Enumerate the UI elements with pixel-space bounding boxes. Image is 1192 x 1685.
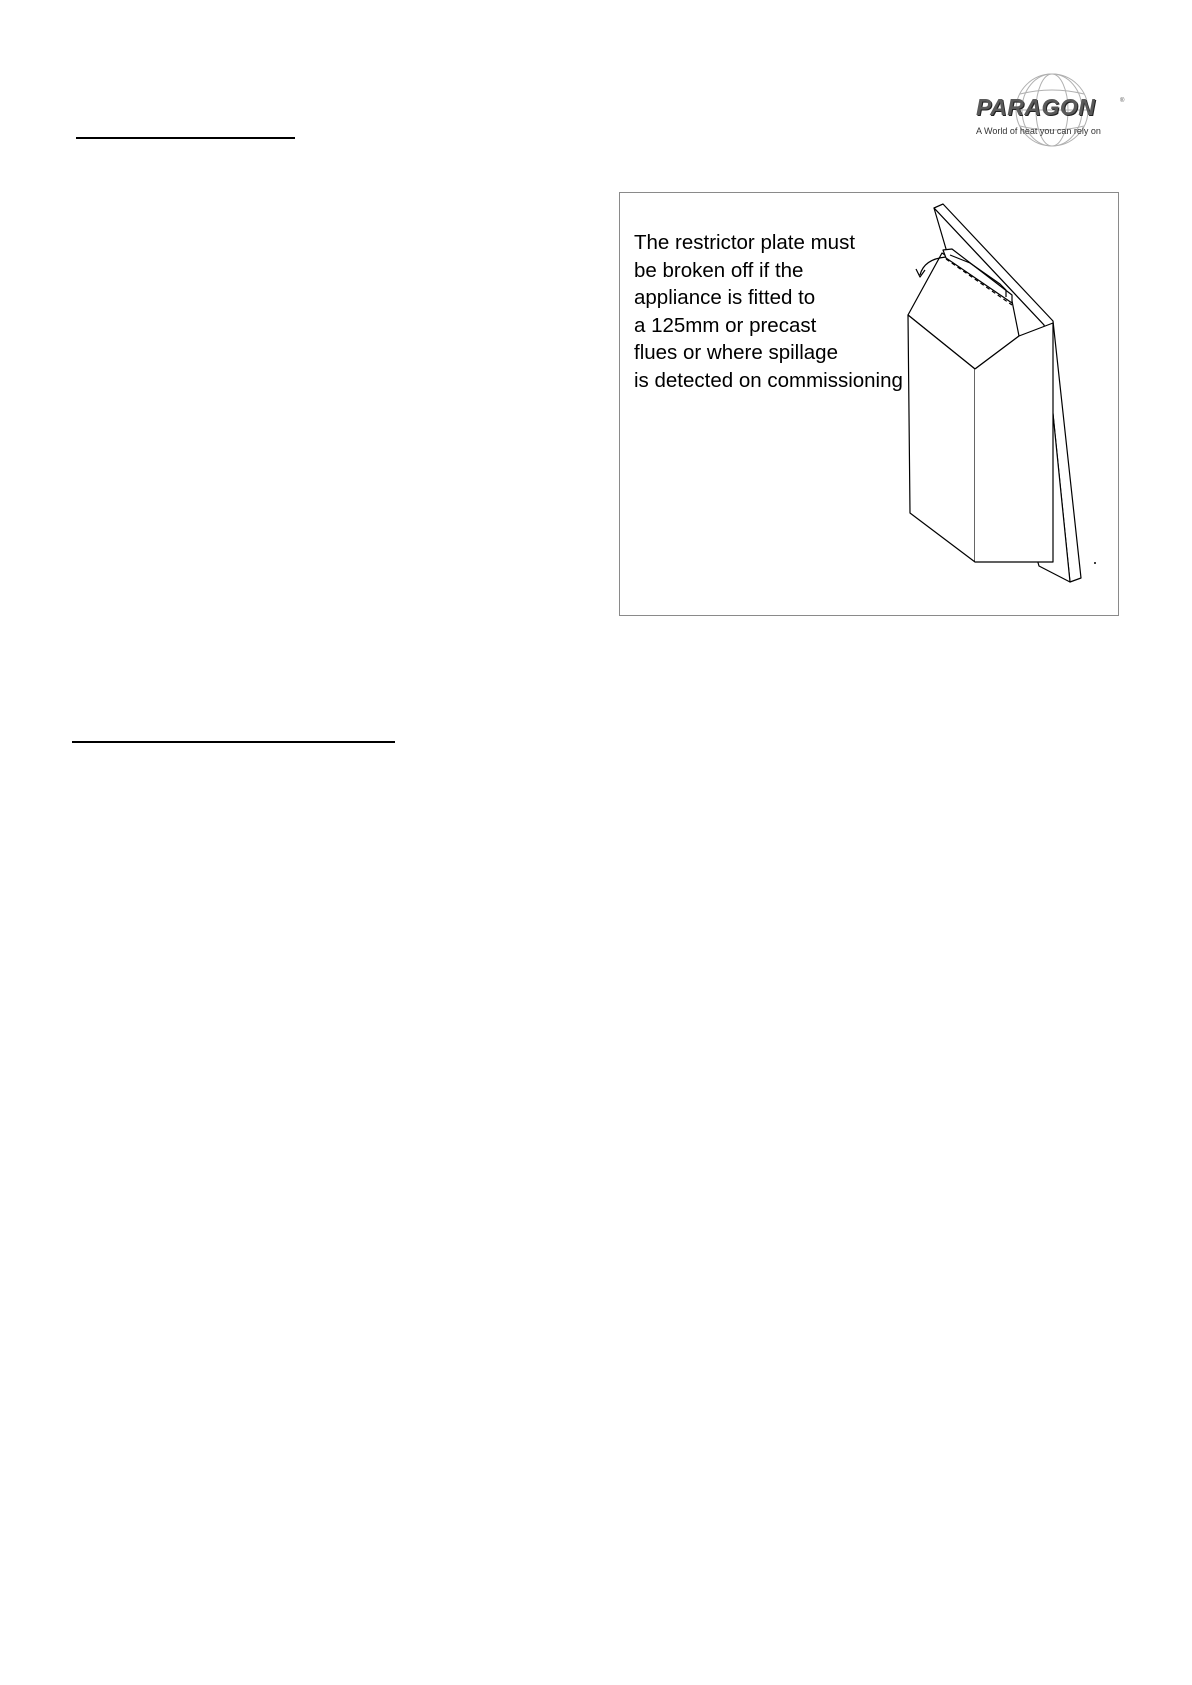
logo-wordmark: PARAGON — [976, 94, 1096, 120]
caption-line: appliance is fitted to — [634, 286, 816, 309]
heading-underline-1 — [76, 137, 295, 139]
restrictor-plate-figure — [619, 192, 1119, 616]
caption-line: flues or where spillage — [634, 341, 838, 364]
caption-line: a 125mm or precast — [634, 313, 817, 337]
paragon-logo — [972, 72, 1125, 152]
caption-line: is detected on commissioning — [634, 368, 903, 392]
logo-tagline: A World of heat you can rely on — [976, 126, 1101, 136]
heading-underline-2 — [72, 741, 395, 743]
logo-registered-mark: ® — [1120, 98, 1125, 104]
caption-line: be broken off if the — [634, 258, 804, 282]
figure-caption — [634, 229, 964, 394]
caption-line: The restrictor plate must — [634, 231, 856, 254]
